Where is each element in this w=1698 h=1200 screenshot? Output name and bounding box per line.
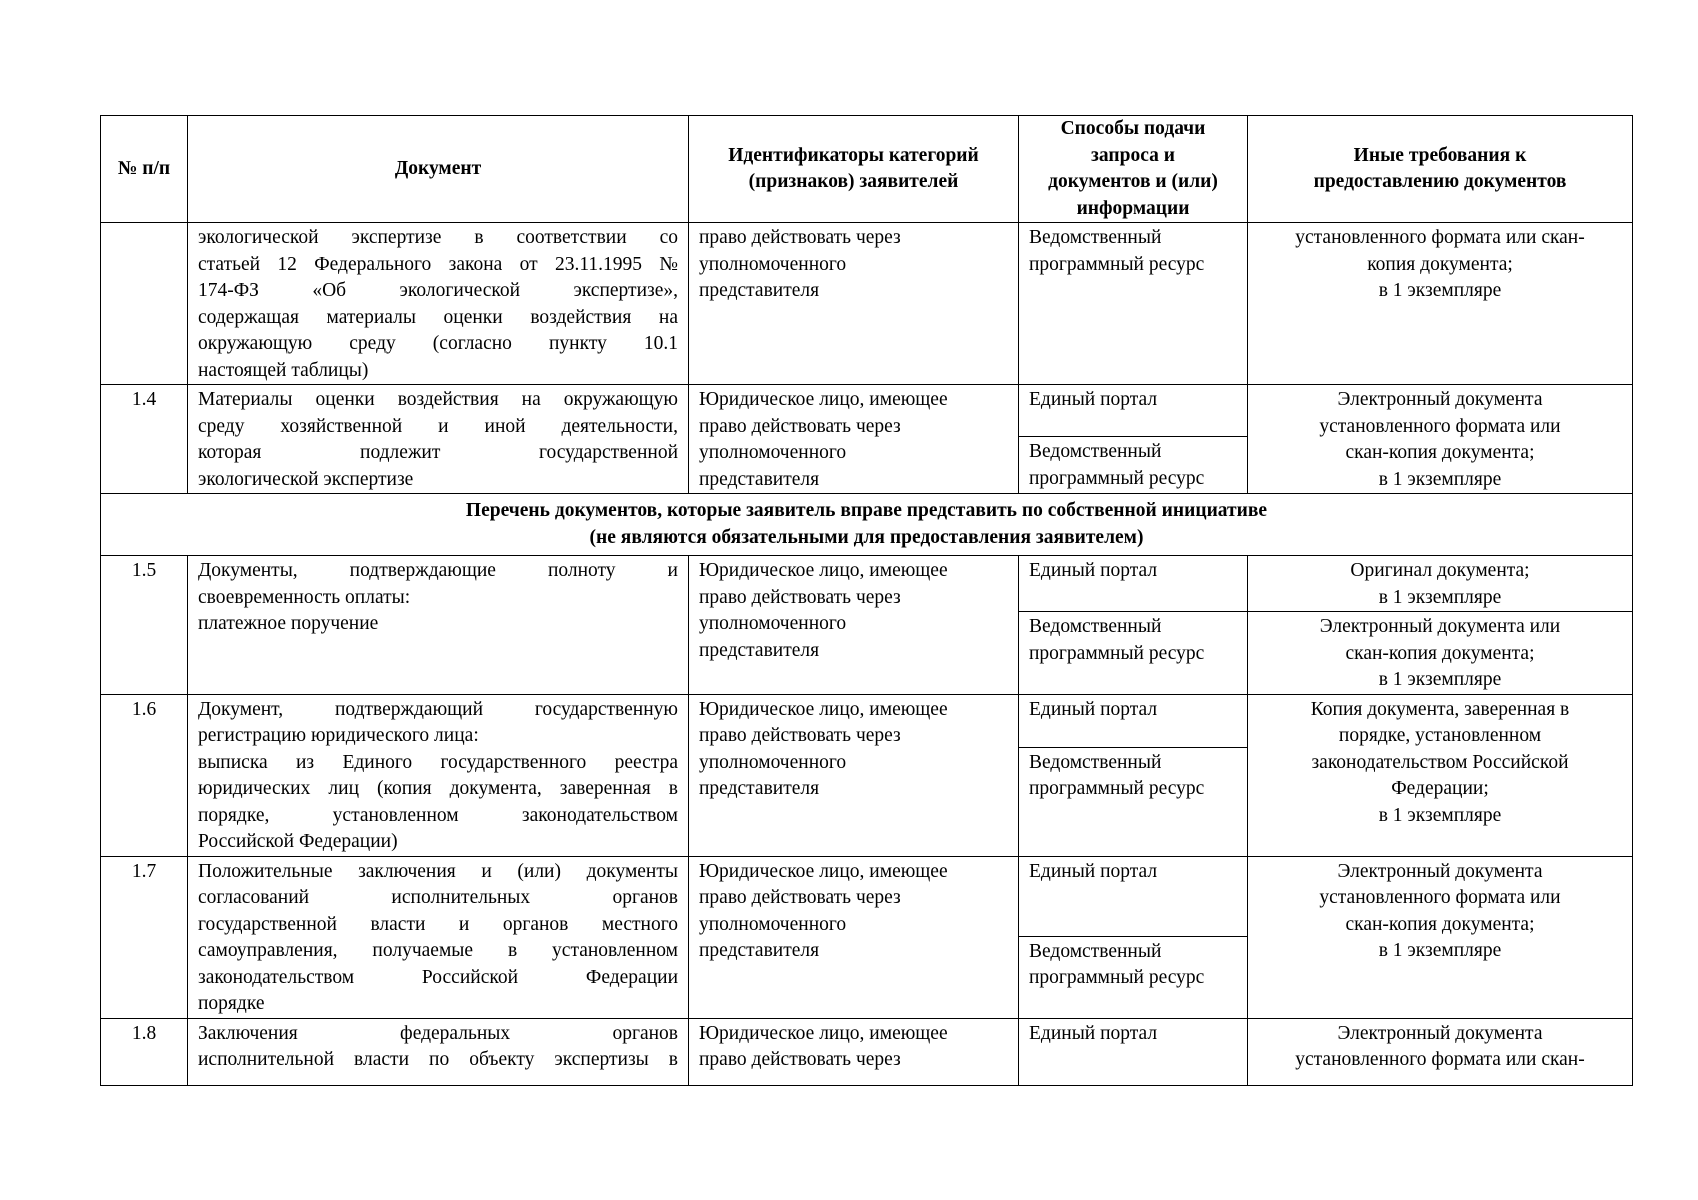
text-line: статьей 12 Федерального закона от 23.11.1995 № bbox=[198, 253, 678, 275]
text-line: своевременность оплаты: bbox=[198, 586, 411, 608]
text-line: Ведомственный bbox=[1029, 751, 1162, 773]
text-line: установленного формата или скан- bbox=[1295, 227, 1585, 248]
header-line: предоставлению документов bbox=[1313, 171, 1567, 192]
text-line: экологической экспертизе bbox=[198, 468, 414, 490]
row-num: 1.8 bbox=[101, 1018, 188, 1085]
text-line: Перечень документов, которые заявитель вправе представить по собственной инициативе bbox=[465, 500, 1268, 521]
text-line: в 1 экземпляре bbox=[1378, 804, 1502, 826]
row-identifiers bbox=[689, 856, 1019, 1018]
row-document bbox=[188, 556, 689, 695]
text-line: в 1 экземпляре bbox=[1378, 468, 1502, 490]
row-requirements bbox=[1248, 694, 1633, 856]
text-line: представителя bbox=[699, 639, 820, 661]
text-line: уполномоченного bbox=[699, 613, 847, 634]
text-line: уполномоченного bbox=[699, 751, 847, 773]
text-line: в 1 экземпляре bbox=[1378, 940, 1502, 961]
row-num: 1.7 bbox=[101, 856, 188, 1018]
row-num: 1.4 bbox=[101, 385, 188, 494]
text-line: Российской Федерации) bbox=[198, 831, 398, 852]
text-line: настоящей таблицы) bbox=[198, 359, 369, 381]
text-line: программный ресурс bbox=[1029, 253, 1205, 275]
header-methods bbox=[1019, 116, 1248, 223]
table-row bbox=[101, 694, 1633, 747]
row-requirements bbox=[1248, 223, 1633, 385]
text-line: Юридическое лицо, имеющее bbox=[699, 389, 948, 410]
row-method-resource bbox=[1019, 612, 1248, 695]
row-num bbox=[101, 223, 188, 385]
row-document bbox=[188, 223, 689, 385]
text-line: Документы, подтверждающие полноту и bbox=[198, 560, 678, 581]
text-line: Ведомственный bbox=[1029, 940, 1162, 962]
text-line: Электронный документа bbox=[1337, 1022, 1543, 1044]
text-line: окружающую среду (согласно пункту 10.1 bbox=[198, 333, 678, 354]
table-row bbox=[101, 856, 1633, 936]
header-requirements bbox=[1248, 116, 1633, 223]
text-line: право действовать через bbox=[699, 586, 901, 608]
text-line: исполнительной власти по объекту экспертизы в bbox=[198, 1049, 678, 1070]
row-requirements bbox=[1248, 612, 1633, 695]
text-line: порядке, установленном bbox=[1338, 725, 1542, 746]
row-method bbox=[1019, 223, 1248, 385]
text-line: самоуправления, получаемые в установленном bbox=[198, 940, 678, 961]
text-line: регистрацию юридического лица: bbox=[198, 725, 479, 746]
text-line: Электронный документа или bbox=[1319, 616, 1561, 637]
row-requirements bbox=[1248, 556, 1633, 612]
row-document bbox=[188, 385, 689, 494]
text-line: скан-копия документа; bbox=[1345, 442, 1535, 463]
row-num: 1.6 bbox=[101, 694, 188, 856]
row-document bbox=[188, 1018, 689, 1085]
header-line: Иные требования к bbox=[1353, 144, 1527, 166]
text-line: программный ресурс bbox=[1029, 642, 1205, 664]
text-line: Положительные заключения и (или) документы bbox=[198, 860, 678, 882]
text-line: Электронный документа bbox=[1337, 860, 1543, 882]
row-method-portal: Единый портал bbox=[1019, 1018, 1248, 1085]
header-line: информации bbox=[1076, 197, 1190, 219]
row-identifiers bbox=[689, 1018, 1019, 1085]
row-identifiers bbox=[689, 556, 1019, 695]
text-line: порядке bbox=[198, 993, 265, 1014]
row-method-resource bbox=[1019, 437, 1248, 494]
text-line: Юридическое лицо, имеющее bbox=[699, 560, 948, 581]
text-line: Федерации; bbox=[1391, 778, 1489, 799]
text-line: программный ресурс bbox=[1029, 967, 1205, 989]
section-heading bbox=[101, 494, 1633, 556]
text-line: Копия документа, заверенная в bbox=[1310, 698, 1570, 720]
text-line: Материалы оценки воздействия на окружающую bbox=[198, 389, 678, 410]
text-line: выписка из Единого государственного реестра bbox=[198, 751, 678, 773]
row-method-resource bbox=[1019, 936, 1248, 1018]
row-identifiers bbox=[689, 385, 1019, 494]
header-identifiers bbox=[689, 116, 1019, 223]
text-line: уполномоченного bbox=[699, 913, 847, 935]
text-line: программный ресурс bbox=[1029, 778, 1205, 800]
text-line: платежное поручение bbox=[198, 613, 379, 634]
text-line: (не являются обязательными для предоставления заявителем) bbox=[589, 526, 1144, 548]
text-line: Ведомственный bbox=[1029, 616, 1162, 637]
row-requirements bbox=[1248, 856, 1633, 1018]
text-line: государственной власти и органов местного bbox=[198, 913, 678, 935]
text-line: установленного формата или bbox=[1319, 887, 1561, 908]
text-line: право действовать через bbox=[699, 1049, 901, 1070]
row-requirements bbox=[1248, 385, 1633, 494]
text-line: в 1 экземпляре bbox=[1378, 586, 1502, 608]
text-line: которая подлежит государственной bbox=[198, 442, 678, 463]
text-line: представителя bbox=[699, 940, 820, 961]
text-line: копия документа; bbox=[1367, 253, 1513, 275]
row-requirements bbox=[1248, 1018, 1633, 1085]
text-line: Ведомственный bbox=[1029, 441, 1162, 463]
documents-table bbox=[100, 115, 1633, 1086]
row-identifiers bbox=[689, 223, 1019, 385]
table-header-row bbox=[101, 116, 1633, 223]
header-line: документов и (или) bbox=[1048, 171, 1218, 192]
table-row bbox=[101, 385, 1633, 437]
text-line: содержащая материалы оценки воздействия на bbox=[198, 306, 678, 328]
text-line: скан-копия документа; bbox=[1345, 913, 1535, 935]
row-identifiers bbox=[689, 694, 1019, 856]
text-line: экологической экспертизе в соответствии со bbox=[198, 227, 678, 248]
text-line: юридических лиц (копия документа, заверенная в bbox=[198, 778, 678, 799]
text-line: уполномоченного bbox=[699, 253, 847, 275]
row-method-portal: Единый портал bbox=[1019, 856, 1248, 936]
text-line: порядке, установленном законодательством bbox=[198, 804, 678, 826]
text-line: Документ, подтверждающий государственную bbox=[198, 698, 678, 720]
text-line: представителя bbox=[699, 280, 820, 301]
row-method-portal: Единый портал bbox=[1019, 556, 1248, 612]
row-document bbox=[188, 856, 689, 1018]
text-line: Юридическое лицо, имеющее bbox=[699, 1022, 948, 1044]
section-row bbox=[101, 494, 1633, 556]
text-line: право действовать через bbox=[699, 725, 901, 746]
table-row bbox=[101, 223, 1633, 385]
row-method-resource bbox=[1019, 747, 1248, 856]
header-line: запроса и bbox=[1091, 144, 1175, 166]
header-document: Документ bbox=[188, 116, 689, 223]
text-line: Электронный документа bbox=[1337, 389, 1543, 410]
text-line: Ведомственный bbox=[1029, 227, 1162, 248]
header-line: Идентификаторы категорий bbox=[728, 144, 979, 166]
text-line: право действовать через bbox=[699, 887, 901, 908]
header-line: (признаков) заявителей bbox=[748, 171, 959, 192]
table-row bbox=[101, 1018, 1633, 1085]
row-num: 1.5 bbox=[101, 556, 188, 695]
text-line: в 1 экземпляре bbox=[1378, 280, 1502, 301]
text-line: скан-копия документа; bbox=[1345, 642, 1535, 664]
text-line: 174-ФЗ «Об экологической экспертизе», bbox=[198, 280, 678, 301]
row-method-portal: Единый портал bbox=[1019, 694, 1248, 747]
text-line: Юридическое лицо, имеющее bbox=[699, 860, 948, 882]
text-line: уполномоченного bbox=[699, 442, 847, 463]
text-line: законодательством Российской Федерации bbox=[198, 966, 678, 988]
row-document bbox=[188, 694, 689, 856]
text-line: в 1 экземпляре bbox=[1378, 669, 1502, 690]
text-line: согласований исполнительных органов bbox=[198, 887, 678, 908]
text-line: Юридическое лицо, имеющее bbox=[699, 698, 948, 720]
table-row bbox=[101, 556, 1633, 612]
text-line: законодательством Российской bbox=[1311, 751, 1569, 773]
text-line: программный ресурс bbox=[1029, 467, 1205, 489]
header-line: Способы подачи bbox=[1060, 118, 1206, 139]
text-line: Оригинал документа; bbox=[1350, 560, 1530, 581]
text-line: представителя bbox=[699, 778, 820, 799]
row-method-portal: Единый портал bbox=[1019, 385, 1248, 437]
text-line: Заключения федеральных органов bbox=[198, 1022, 678, 1044]
text-line: установленного формата или bbox=[1319, 415, 1561, 437]
text-line: право действовать через bbox=[699, 227, 901, 248]
text-line: установленного формата или скан- bbox=[1295, 1049, 1585, 1070]
header-num: № п/п bbox=[101, 116, 188, 223]
text-line: право действовать через bbox=[699, 415, 901, 437]
text-line: среду хозяйственной и иной деятельности, bbox=[198, 415, 678, 437]
text-line: представителя bbox=[699, 468, 820, 490]
